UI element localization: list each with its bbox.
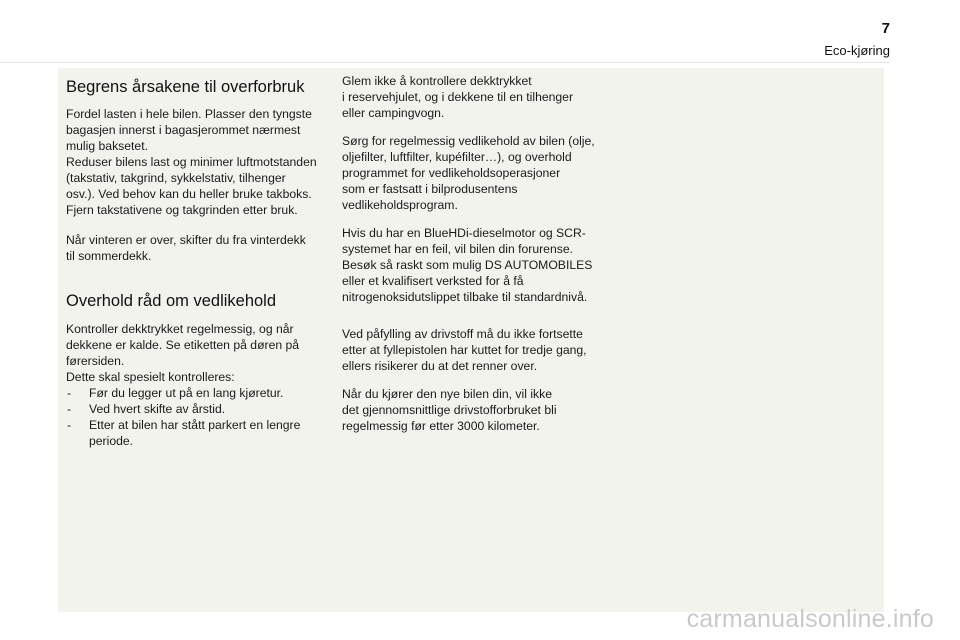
left-column [66, 68, 328, 449]
heading-overconsumption: Begrens årsakene til overforbruk [66, 78, 305, 96]
section-name: Eco-kjøring [824, 43, 890, 58]
watermark: carmanualsonline.info [686, 605, 934, 633]
paragraph-bluehdi: Hvis du har en BlueHDi-dieselmotor og SCR- systemet har en feil, vil bilen din forurense. Besøk så raskt som mulig DS AUTOMOBILES eller et kvalifisert verksted for å få nitrogenoksidutslippet tilbake til standardnivå. [342, 226, 593, 304]
right-column [342, 68, 612, 434]
paragraph-spare-wheel: Glem ikke å kontrollere dekktrykket i reservehjulet, og i dekkene til en tilhenger eller campingvogn. [342, 74, 574, 120]
check-list [66, 385, 328, 449]
paragraph-tyre-pressure: Kontroller dekktrykket regelmessig, og når dekkene er kalde. Se etiketten på døren på førersiden. Dette skal spesielt kontrolleres: [66, 322, 300, 384]
list-item: - Før du legger ut på en lang kjøretur. [66, 385, 328, 401]
list-item: - Etter at bilen har stått parkert en lengre periode. [66, 417, 328, 449]
header-rule [0, 62, 890, 63]
paragraph-service: Sørg for regelmessig vedlikehold av bilen (olje, oljefilter, luftfilter, kupéfilter…), og overhold programmet for vedlikeholdsoperasjoner som er fastsatt i bilprodusentens vedlikeholdsprogram. [342, 134, 595, 212]
paragraph-refuelling: Ved påfylling av drivstoff må du ikke fortsette etter at fyllepistolen har kuttet for tredje gang, ellers risikerer du at det renner over. [342, 327, 587, 373]
page-number: 7 [881, 20, 890, 37]
list-item: - Ved hvert skifte av årstid. [66, 401, 328, 417]
paragraph-tyres-season: Når vinteren er over, skifter du fra vinterdekk til sommerdekk. [66, 233, 306, 263]
paragraph-load: Fordel lasten i hele bilen. Plasser den tyngste bagasjen innerst i bagasjerommet nærmest mulig baksetet. Reduser bilens last og minimer luftmotstanden (takstativ, takgrind, sykkelstativ, tilhenger osv.). Ved behov kan du heller bruke takboks. Fjern takstativene og takgrinden etter bruk. [66, 107, 317, 217]
content-panel [58, 68, 884, 612]
paragraph-new-car: Når du kjører den nye bilen din, vil ikke det gjennomsnittlige drivstofforbruket bli regelmessig før etter 3000 kilometer. [342, 387, 557, 433]
heading-maintenance: Overhold råd om vedlikehold [66, 292, 277, 310]
